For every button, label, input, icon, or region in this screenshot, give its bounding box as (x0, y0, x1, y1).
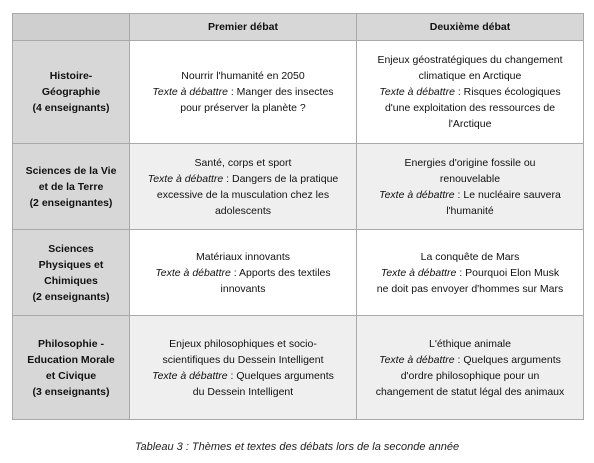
text-label: Texte à débattre (379, 86, 455, 98)
subject-line: Philosophie - (38, 337, 104, 350)
text-line: adolescents (214, 204, 272, 217)
text-line: pour préserver la planète ? (180, 102, 306, 114)
subject-line: Sciences (48, 242, 94, 255)
text-label: Texte à débattre (379, 188, 455, 201)
subject-cell (13, 230, 130, 316)
second-debate-cell (357, 41, 584, 144)
text-line (136, 368, 350, 384)
subject-line: Géographie (41, 86, 101, 98)
text-line: l'humanité (446, 204, 494, 217)
subject-line: (2 enseignants) (32, 290, 110, 303)
text-line: d'ordre philosophique pour un (400, 369, 540, 382)
text-line: excessive de la musculation chez les (156, 188, 330, 201)
subject-line: (2 enseignantes) (29, 196, 113, 209)
theme-line: Energies d'origine fossile ou (404, 156, 536, 169)
text-line (136, 171, 350, 187)
text-value: : Apports des textiles (233, 266, 331, 279)
theme-line: La conquête de Mars (420, 250, 520, 263)
text-value: : Dangers de la pratique (226, 172, 339, 185)
text-line (363, 265, 577, 281)
text-label: Texte à débattre (147, 172, 224, 185)
second-debate-cell (357, 230, 584, 316)
text-label: Texte à débattre (380, 266, 457, 279)
subject-cell (13, 144, 130, 230)
subject-cell (13, 41, 130, 144)
table-row (13, 230, 584, 316)
theme-line: Enjeux philosophiques et socio- (169, 337, 317, 350)
theme-line: Santé, corps et sport (194, 156, 292, 169)
text-line (363, 352, 577, 368)
header-first-debate: Premier débat (130, 14, 357, 41)
subject-cell (13, 316, 130, 420)
header-second-debate: Deuxième débat (357, 14, 584, 41)
text-value: : Quelques arguments (457, 353, 561, 366)
subject-line: Histoire- (49, 70, 93, 82)
text-line: innovants (220, 282, 266, 295)
text-value: : Le nucléaire sauvera (457, 188, 561, 201)
corner-cell (13, 14, 130, 41)
debates-table (12, 13, 584, 420)
text-line: du Dessein Intelligent (192, 385, 294, 398)
theme-line: scientifiques du Dessein Intelligent (162, 353, 324, 366)
text-value: : Risques écologiques (457, 86, 561, 98)
table-row (13, 144, 584, 230)
table-caption: Tableau 3 : Thèmes et textes des débats lors de la seconde année (134, 441, 460, 453)
text-line: l'Arctique (448, 118, 492, 130)
first-debate-cell (130, 41, 357, 144)
text-value: : Quelques arguments (230, 369, 334, 382)
first-debate-cell (130, 230, 357, 316)
text-line (363, 84, 577, 100)
subject-line: Education Morale (27, 353, 115, 366)
text-value: : Manger des insectes (230, 86, 334, 98)
subject-line: et de la Terre (38, 180, 104, 193)
subject-line: et Civique (45, 369, 97, 382)
text-line: ne doit pas envoyer d'hommes sur Mars (376, 282, 564, 295)
second-debate-cell (357, 316, 584, 420)
theme-line: Nourrir l'humanité en 2050 (181, 70, 305, 82)
subject-line: (4 enseignants) (32, 102, 110, 114)
text-line (136, 84, 350, 100)
text-line: changement de statut légal des animaux (375, 385, 565, 398)
theme-line: climatique en Arctique (418, 70, 522, 82)
text-label: Texte à débattre (152, 369, 228, 382)
text-label: Texte à débattre (152, 86, 228, 98)
subject-line: Sciences de la Vie (25, 164, 117, 177)
text-label: Texte à débattre (155, 266, 231, 279)
subject-line: Chimiques (44, 274, 98, 287)
subject-line: (3 enseignants) (32, 385, 110, 398)
first-debate-cell (130, 144, 357, 230)
text-label: Texte à débattre (379, 353, 455, 366)
text-line (363, 187, 577, 203)
theme-line: renouvelable (439, 172, 501, 185)
second-debate-cell (357, 144, 584, 230)
table-row (13, 316, 584, 420)
text-line: d'une exploitation des ressources de (384, 102, 556, 114)
theme-line: Enjeux géostratégiques du changement (377, 54, 563, 66)
text-line (136, 265, 350, 281)
theme-line: Matériaux innovants (196, 250, 290, 263)
first-debate-cell (130, 316, 357, 420)
header-row (13, 14, 584, 41)
table-row (13, 41, 584, 144)
text-value: : Pourquoi Elon Musk (459, 266, 560, 279)
theme-line: L'éthique animale (429, 337, 511, 350)
subject-line: Physiques et (38, 258, 104, 271)
